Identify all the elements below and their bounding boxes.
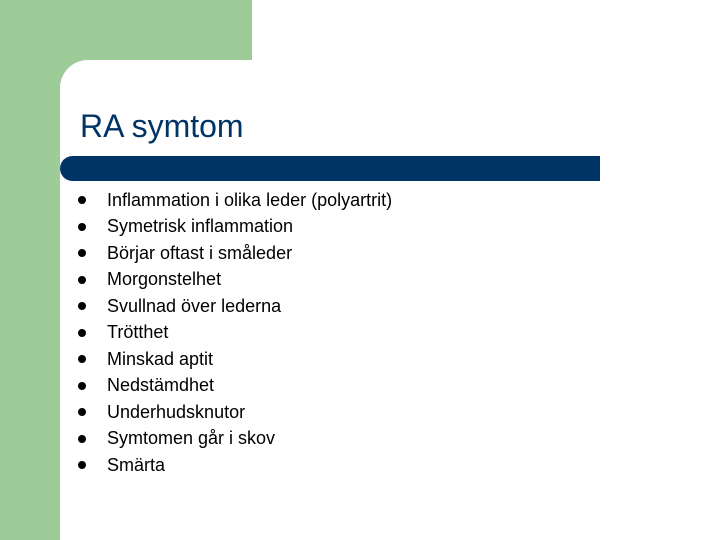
bullet-icon xyxy=(78,408,86,416)
green-decor-left xyxy=(0,0,60,540)
list-item-text: Minskad aptit xyxy=(107,348,214,369)
bullet-icon xyxy=(78,355,86,363)
list-item-text: Börjar oftast i småleder xyxy=(107,242,293,263)
list-item xyxy=(78,346,392,373)
bullet-list xyxy=(78,187,392,479)
title-underline-bar xyxy=(60,156,600,181)
list-item xyxy=(78,187,392,214)
bullet-icon xyxy=(78,329,86,337)
list-item xyxy=(78,373,392,400)
list-item xyxy=(78,267,392,294)
list-item xyxy=(78,452,392,479)
slide-title: RA symtom xyxy=(80,108,244,144)
bullet-icon xyxy=(78,249,86,257)
bullet-icon xyxy=(78,461,86,469)
bullet-icon xyxy=(78,302,86,310)
list-item xyxy=(78,426,392,453)
bullet-icon xyxy=(78,276,86,284)
list-item xyxy=(78,320,392,347)
list-item-text: Smärta xyxy=(107,454,166,475)
list-item-text: Morgonstelhet xyxy=(107,269,222,290)
list-item-text: Symetrisk inflammation xyxy=(107,216,294,237)
bullet-icon xyxy=(78,435,86,443)
list-item xyxy=(78,293,392,320)
list-item-text: Trötthet xyxy=(107,322,169,343)
bullet-icon xyxy=(78,382,86,390)
list-item xyxy=(78,240,392,267)
list-item xyxy=(78,399,392,426)
list-item-text: Inflammation i olika leder (polyartrit) xyxy=(107,189,393,210)
list-item-text: Nedstämdhet xyxy=(107,375,215,396)
list-item xyxy=(78,214,392,241)
list-item-text: Underhudsknutor xyxy=(107,401,246,422)
bullet-icon xyxy=(78,196,86,204)
bullet-icon xyxy=(78,223,86,231)
list-item-text: Svullnad över lederna xyxy=(107,295,282,316)
list-item-text: Symtomen går i skov xyxy=(107,428,276,449)
